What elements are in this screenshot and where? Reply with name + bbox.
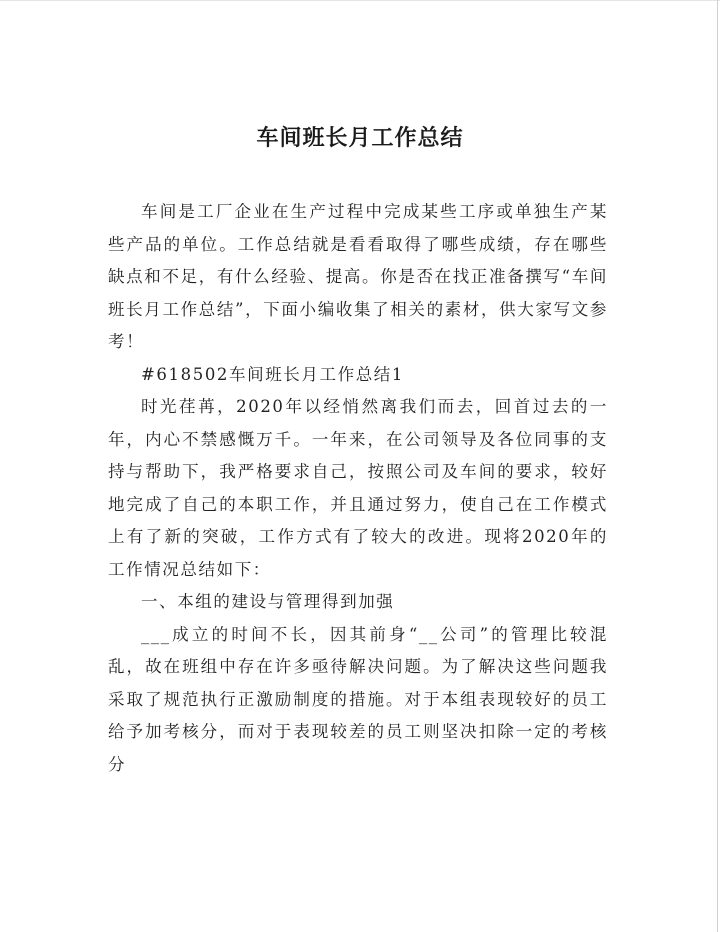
document-title: 车间班长月工作总结: [256, 126, 464, 151]
page-top-border: [0, 0, 720, 1]
document-body: [108, 196, 608, 781]
section-heading-1: #618502车间班长月工作总结1: [141, 364, 405, 384]
subsection-heading-1: 一、本组的建设与管理得到加强: [141, 592, 395, 611]
body-paragraph-1: 时光荏苒，2020年以经悄然离我们而去，回首过去的一年，内心不禁感慨万千。一年来，在公司领导及各位同事的支持与帮助下，我严格要求自己，按照公司及车间的要求，较好地完成了自己的本职工作，并且通过努力，使自己在工作模式上有了新的突破，工作方式有了较大的改进。现将2020年的工作情况总结如下：: [108, 397, 608, 579]
body-paragraph-2: ___成立的时间不长，因其前身“__公司”的管理比较混乱，故在班组中存在许多亟待解决问题。为了解决这些问题我采取了规范执行正激励制度的措施。对于本组表现较好的员工给予加考核分，而对于表现较差的员工则坚决扣除一定的考核分: [108, 624, 608, 774]
intro-paragraph: 车间是工厂企业在生产过程中完成某些工序或单独生产某些产品的单位。工作总结就是看看取得了哪些成绩，存在哪些缺点和不足，有什么经验、提高。你是否在找正准备撰写“车间班长月工作总结”，下面小编收集了相关的素材，供大家写文参考！: [108, 202, 608, 351]
